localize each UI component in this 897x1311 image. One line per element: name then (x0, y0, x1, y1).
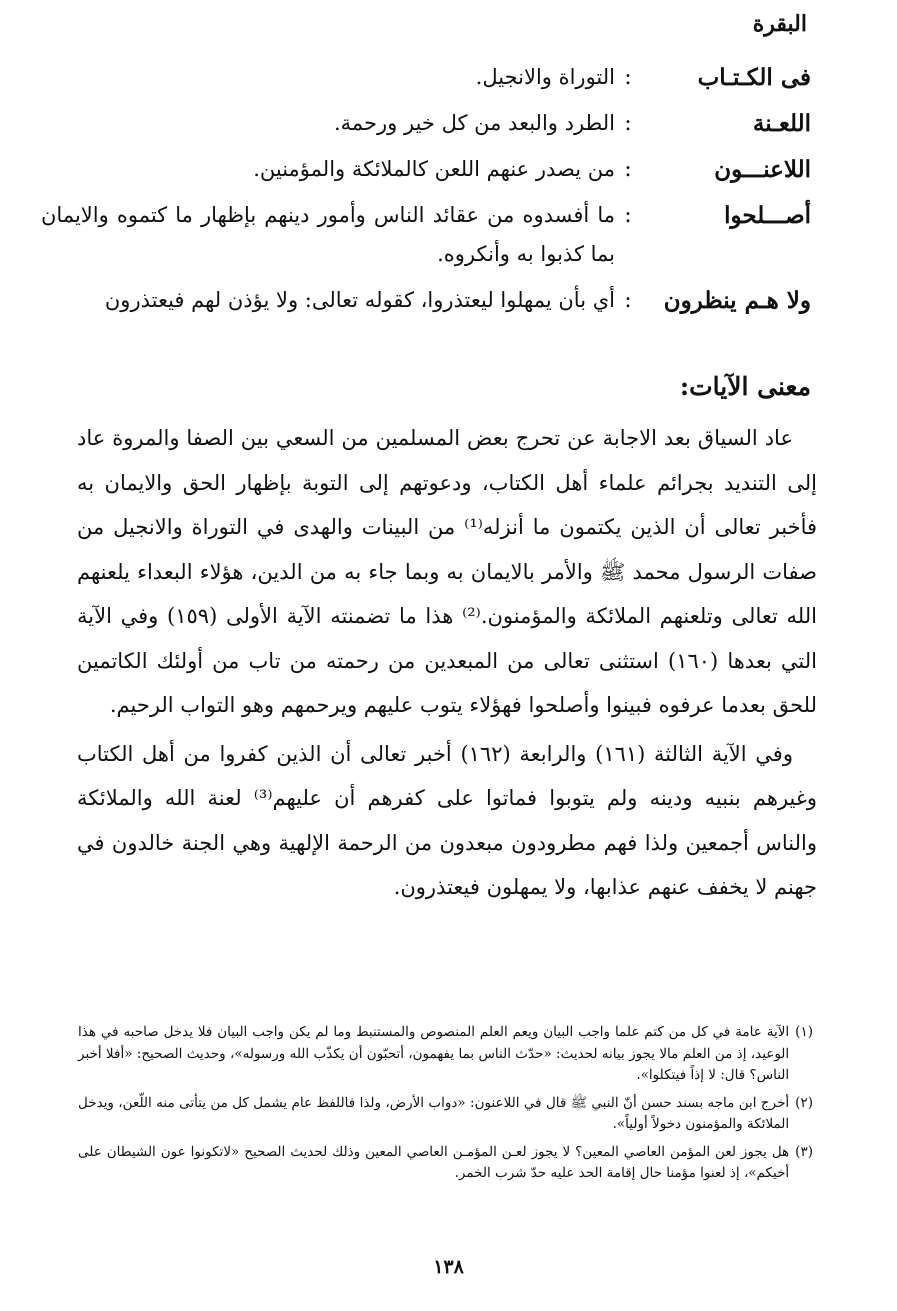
running-head: البقرة (752, 11, 807, 37)
glossary-colon: : (624, 157, 632, 182)
glossary-definition: التوراة والانجيل. (475, 65, 615, 89)
footnote-text: أخرج ابن ماجه بسند حسن أنّ النبي ﷺ قال في اللاعنون: «دواب الأرض، ولذا فاللفظ عام يشمل كل من يتأتى منه اللّعن، ويدخل الملائكة والمؤمنون دخولاً أولياً». (78, 1094, 790, 1132)
glossary-row (41, 150, 811, 189)
glossary-row (41, 104, 811, 143)
glossary-colon: : (624, 288, 632, 313)
footnotes (78, 1022, 813, 1191)
section-heading: معنى الآيات: (679, 372, 811, 401)
glossary-definition: من يصدر عنهم اللعن كالملائكة والمؤمنين. (253, 157, 615, 181)
glossary-term: أصـــلحوا (724, 202, 811, 229)
glossary (41, 58, 811, 327)
glossary-colon: : (624, 203, 632, 228)
footnote-number: (٢) (795, 1094, 813, 1111)
footnote (78, 1022, 813, 1087)
glossary-term: فى الكـتـاب (697, 64, 811, 91)
glossary-row (41, 196, 811, 274)
footnote-number: (٣) (795, 1143, 813, 1160)
footnote-divider (657, 1008, 817, 1009)
glossary-definition: ما أفسدوه من عقائد الناس وأمور دينهم بإظهار ما كتموه والايمان بما كذبوا به وأنكروه. (41, 203, 615, 266)
glossary-row (41, 281, 811, 320)
glossary-term: ولا هـم ينظرون (663, 287, 811, 314)
glossary-row (41, 58, 811, 97)
footnote-text: هل يجوز لعن المؤمن العاصي المعين؟ لا يجوز لعـن المؤمـن العاصي المعين وذلك لحديث الصحيح «لاتكونوا عون الشيطان على أخيكم»، إذ لعنوا مؤمنا حال إقامة الحد عليه حدّ شرب الخمر. (78, 1143, 790, 1181)
footnote-number: (١) (795, 1024, 813, 1040)
glossary-definition: الطرد والبعد من كل خير ورحمة. (333, 111, 615, 135)
footnote-text: الآية عامة في كل من كتم علما واجب البيان ويعم العلم المنصوص والمستنبط وما لم يكن واجب البيان فلا يدخل صاحبه في هذا الوعيد، إذ من العلم مالا يجوز بيانه لحديث: «حدّث الناس بما يفهمون، أتحبّون أن يكذّب الله ورسوله»، وحديث الصحيح: «أفلا أخبر الناس؟ قال: لا إذاً فيتكلوا». (78, 1024, 790, 1083)
glossary-term: اللعـنة (752, 110, 811, 137)
body-paragraph: وفي الآية الثالثة (١٦١) والرابعة (١٦٢) أخبر تعالى أن الذين كفروا من أهل الكتاب وغيرهم بنبيه ودينه ولم يتوبوا فماتوا على كفرهم أن عليهم⁽³⁾ لعنة الله والملائكة والناس أجمعين ولذا فهم مطرودون مبعدون من الرحمة الإلهية وهي الجنة خالدون في جهنم لا يخفف عنهم عذابها، ولا يمهلون فيعتذرون. (77, 741, 817, 899)
glossary-term: اللاعنـــون (714, 156, 811, 183)
glossary-colon: : (624, 111, 632, 136)
glossary-colon: : (624, 65, 632, 90)
glossary-definition: أي بأن يمهلوا ليعتذروا، كقوله تعالى: ولا يؤذن لهم فيعتذرون (104, 288, 615, 312)
footnote (78, 1093, 813, 1136)
body-paragraph: عاد السياق بعد الاجابة عن تحرج بعض المسلمين من السعي بين الصفا والمروة عاد إلى التنديد بجرائم علماء أهل الكتاب، ودعوتهم إلى التوبة بإظهار الحق والايمان به فأخبر تعالى أن الذين يكتمون ما أنزله⁽¹⁾ من البينات والهدى في التوراة والانجيل من صفات الرسول محمد ﷺ والأمر بالايمان به وبما جاء به من الدين، هؤلاء البعداء يلعنهم الله تعالى وتلعنهم الملائكة والمؤمنون.⁽²⁾ هذا ما تضمنته الآية الأولى (١٥٩) وفي الآية التي بعدها (١٦٠) استثنى تعالى من المبعدين من رحمته من تاب من أولئك الكاتمين للحق بعدما عرفوه فبينوا وأصلحوا فهؤلاء يتوب عليهم ويرحمهم وهو التواب الرحيم. (77, 426, 818, 717)
footnote (78, 1142, 813, 1185)
body-text (77, 416, 817, 914)
page-number: ١٣٨ (433, 1256, 464, 1278)
